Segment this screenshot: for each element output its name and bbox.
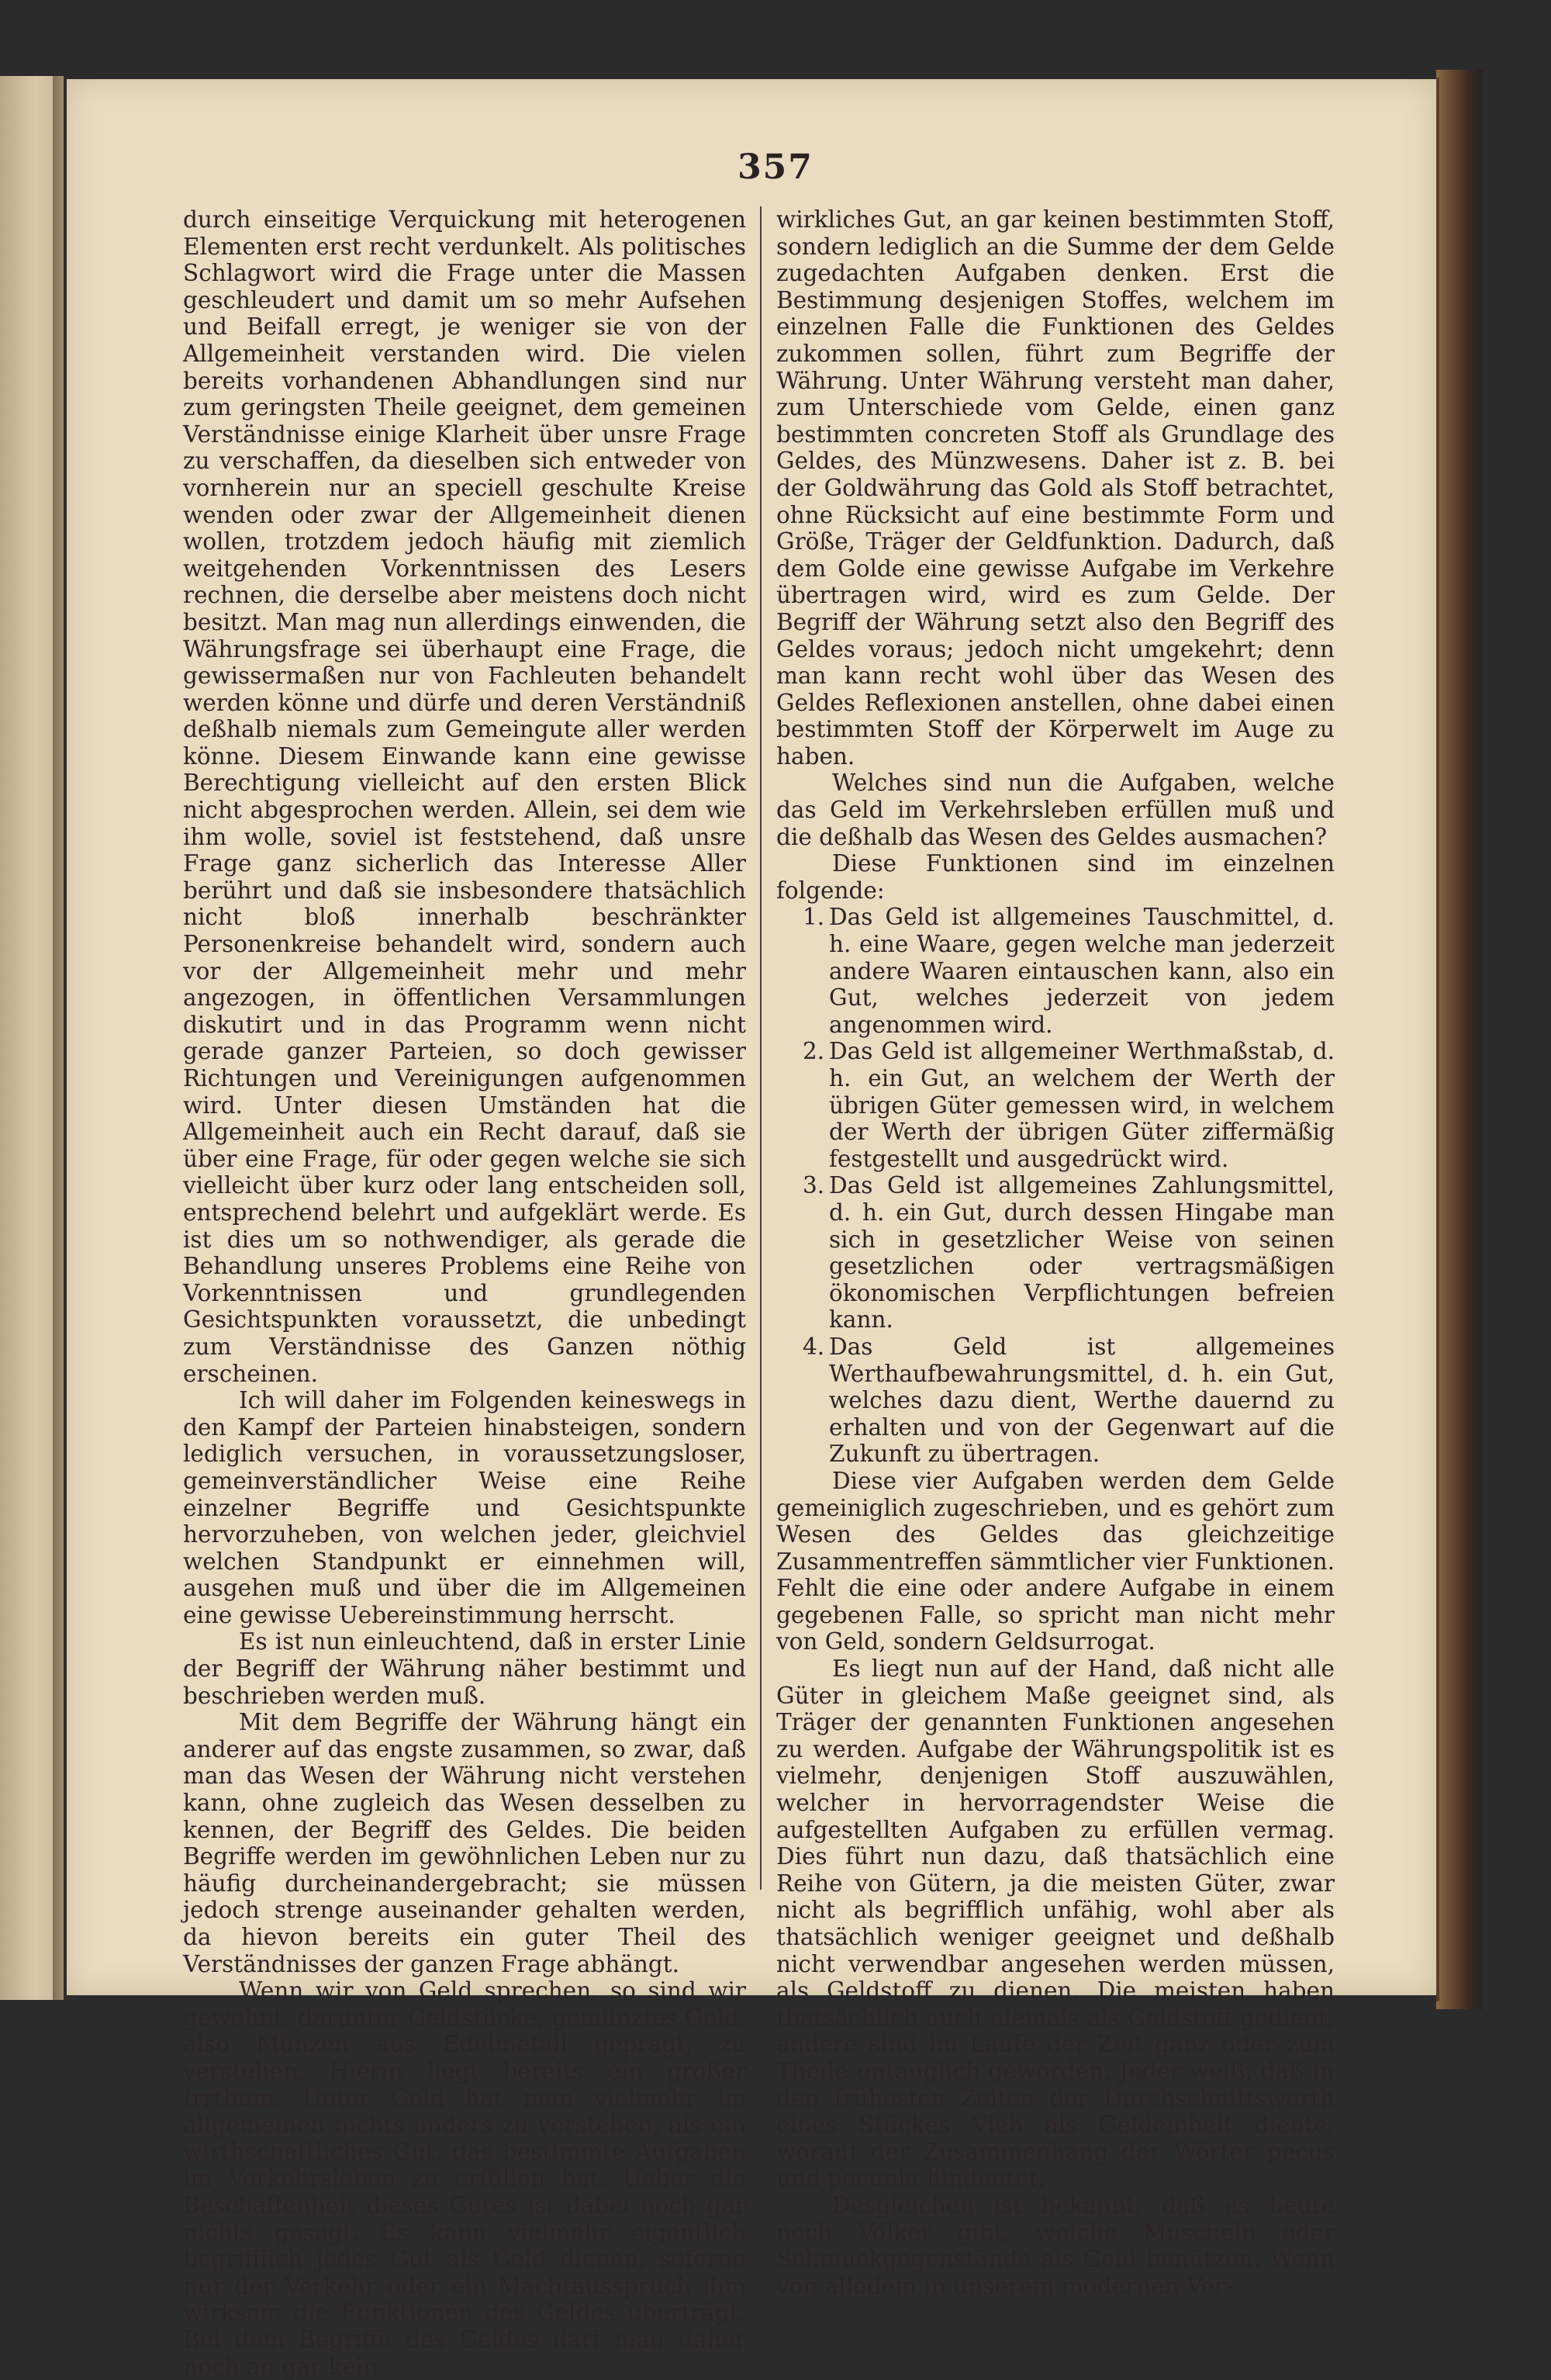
list-text: Das Geld ist allgemeiner Werthmaßstab, d. h. ein Gut, an welchem der Werth der übrigen Güter gemessen wird, in welchem der Werth der übrigen Güter ziffermäßig festgestellt und ausgedrückt wird. xyxy=(829,1038,1335,1172)
paragraph: durch einseitige Verquickung mit heterogenen Elementen erst recht verdunkelt. Als politisches Schlagwort wird die Frage unter die Massen geschleudert und damit um so mehr Aufsehen und Beifall erregt, je weniger sie von der Allgemeinheit verstanden wird. Die vielen bereits vorhandenen Abhandlungen sind nur zum geringsten Theile geeignet, dem gemeinen Verständnisse einige Klarheit über unsre Frage zu verschaffen, da dieselben sich entweder von vornherein nur an speciell geschulte Kreise wenden oder zwar der Allgemeinheit dienen wollen, trotzdem jedoch häufig mit ziemlich weitgehenden Vorkenntnissen des Lesers rechnen, die derselbe aber meistens doch nicht besitzt. Man mag nun allerdings einwenden, die Währungsfrage sei überhaupt eine Frage, die gewissermaßen nur von Fachleuten behandelt werden könne und dürfe und deren Verständniß deßhalb niemals zum Gemeingute aller werden könne. Diesem Einwande kann eine gewisse Berechtigung vielleicht auf den ersten Blick nicht abgesprochen werden. Allein, sei dem wie ihm wolle, soviel ist feststehend, daß unsre Frage ganz sicherlich das Interesse Aller berührt und daß sie insbesondere thatsächlich nicht bloß innerhalb beschränkter Personenkreise behandelt wird, sondern auch vor der Allgemeinheit mehr und mehr angezogen, in öffentlichen Versammlungen diskutirt und in das Programm wenn nicht gerade ganzer Parteien, so doch gewisser Richtungen und Vereinigungen aufgenommen wird. Unter diesen Umständen hat die Allgemeinheit auch ein Recht darauf, daß sie über eine Frage, für oder gegen welche sie sich vielleicht über kurz oder lang entscheiden soll, entsprechend belehrt und aufgeklärt werde. Es ist dies um so nothwendiger, als gerade die Behandlung unseres Problems eine Reihe von Vorkenntnissen und grundlegenden Gesichtspunkten voraussetzt, die unbedingt zum Verständnisse des Ganzen nöthig erscheinen. xyxy=(183,206,746,1387)
left-column xyxy=(183,206,746,2380)
page-number: 357 xyxy=(738,147,813,187)
paragraph: Welches sind nun die Aufgaben, welche das Geld im Verkehrsleben erfüllen muß und die deßhalb das Wesen des Geldes ausmachen? xyxy=(776,770,1335,850)
paragraph: Wenn wir von Geld sprechen, so sind wir gewohnt, darunter Geldstücke, gemünztes Geld, also Münzen aus Edelmetall geprägt, zu verstehen. Hierin liegt bereits ein großer Irrthum. Unter Geld hat man vielmehr im allgemeinen nichts anders zu verstehen, als ein wirthschaftliches Gut, das bestimmte Aufgaben im Verkehrsleben zu erfüllen hat. Ueber die Beschaffenheit dieses Gutes ist dabei noch gar nichts gesagt. Es kann vielmehr eigentlich begrifflich jedes Gut als Geld dienen, soferne nur der Verkehr oder ein Machtausspruch ihm wirksam die Funktionen des Geldes überträgt. Bei dem Begriffe des Geldes darf man daher noch an gar kein xyxy=(183,1977,746,2380)
list-text: Das Geld ist allgemeines Tauschmittel, d. h. eine Waare, gegen welche man jederzeit andere Waaren eintauschen kann, also ein Gut, welches jederzeit von jedem angenommen wird. xyxy=(829,904,1335,1038)
paragraph: Diese Funktionen sind im einzelnen folgende: xyxy=(776,850,1335,904)
list-item xyxy=(776,1038,1335,1172)
list-text: Das Geld ist allgemeines Werthaufbewahrungsmittel, d. h. ein Gut, welches dazu dient, Werthe dauernd zu erhalten und von der Gegenwart auf die Zukunft zu übertragen. xyxy=(829,1333,1335,1468)
list-text: Das Geld ist allgemeines Zahlungsmittel, d. h. ein Gut, durch dessen Hingabe man sich in gesetzlicher Weise von seinen gesetzlichen oder vertragsmäßigen ökonomischen Verpflichtungen befreien kann. xyxy=(829,1172,1335,1334)
list-item xyxy=(776,904,1335,1038)
list-item xyxy=(776,1172,1335,1334)
paragraph: wirkliches Gut, an gar keinen bestimmten Stoff, sondern lediglich an die Summe der dem Gelde zugedachten Aufgaben denken. Erst die Bestimmung desjenigen Stoffes, welchem im einzelnen Falle die Funktionen des Geldes zukommen sollen, führt zum Begriffe der Währung. Unter Währung versteht man daher, zum Unterschiede vom Gelde, einen ganz bestimmten concreten Stoff als Grundlage des Geldes, des Münzwesens. Daher ist z. B. bei der Goldwährung das Gold als Stoff betrachtet, ohne Rücksicht auf eine bestimmte Form und Größe, Träger der Geldfunktion. Dadurch, daß dem Golde eine gewisse Aufgabe im Verkehre übertragen wird, wird es zum Gelde. Der Begriff der Währung setzt also den Begriff des Geldes voraus; jedoch nicht umgekehrt; denn man kann recht wohl über das Wesen des Geldes Reflexionen anstellen, ohne dabei einen bestimmten Stoff der Körperwelt im Auge zu haben. xyxy=(776,206,1335,770)
paragraph: Mit dem Begriffe der Währung hängt ein anderer auf das engste zusammen, so zwar, daß man das Wesen der Währung nicht verstehen kann, ohne zugleich das Wesen desselben zu kennen, der Begriff des Geldes. Die beiden Begriffe werden im gewöhnlichen Leben nur zu häufig durcheinandergebracht; sie müssen jedoch strenge auseinander gehalten werden, da hievon bereits ein guter Theil des Verständnisses der ganzen Frage abhängt. xyxy=(183,1709,746,1977)
book-cover-edge xyxy=(1436,70,1483,2009)
page-edge-line xyxy=(1436,78,1439,2001)
paragraph: Ich will daher im Folgenden keineswegs in den Kampf der Parteien hinabsteigen, sondern lediglich versuchen, in voraussetzungsloser, gemeinverständlicher Weise eine Reihe einzelner Begriffe und Gesichtspunkte hervorzuheben, von welchen jeder, gleichviel welchen Standpunkt er einnehmen will, ausgehen muß und über die im Allgemeinen eine gewisse Uebereinstimmung herrscht. xyxy=(183,1387,746,1628)
paragraph: Desgleichen ist bekannt, daß es heute noch Völker gibt, welche Muscheln oder Schmuckgegenstände als Geld benützen. Wenn von alledem in unserem modernen Ver- xyxy=(776,2191,1335,2299)
list-number: 1. xyxy=(803,904,825,931)
list-number: 2. xyxy=(803,1038,825,1065)
paragraph: Es liegt nun auf der Hand, daß nicht alle Güter in gleichem Maße geeignet sind, als Träger der genannten Funktionen angesehen zu werden. Aufgabe der Währungspolitik ist es vielmehr, denjenigen Stoff auszuwählen, welcher in hervorragendster Weise die aufgestellten Aufgaben zu erfüllen vermag. Dies führt nun dazu, daß thatsächlich eine Reihe von Gütern, ja die meisten Güter, zwar nicht als begrifflich unfähig, wohl aber als thatsächlich weniger geeignet und deßhalb nicht verwendbar angesehen werden müssen, als Geldstoff zu dienen. Die meisten haben thatsächlich auch niemals als Geldstoff gedient, andere sind im Laufe der Zeit ganz oder zum Theile untauglich geworden. Jeder weiß, daß in den frühesten Zeiten der Durchschnittswerth eines Stückes Vieh als Geldeinheit diente, worauf der Zusammenhang der Wörter pecus und pecunia hindeutet. xyxy=(776,1655,1335,2192)
list-number: 3. xyxy=(803,1172,825,1199)
paragraph: Diese vier Aufgaben werden dem Gelde gemeiniglich zugeschrieben, und es gehört zum Wesen des Geldes das gleichzeitige Zusammentreffen sämmtlicher vier Funktionen. Fehlt die eine oder andere Aufgabe in einem gegebenen Falle, so spricht man nicht mehr von Geld, sondern Geldsurrogat. xyxy=(776,1467,1335,1655)
paragraph: Es ist nun einleuchtend, daß in erster Linie der Begriff der Währung näher bestimmt und beschrieben werden muß. xyxy=(183,1628,746,1709)
column-divider xyxy=(760,206,762,1890)
list-item xyxy=(776,1334,1335,1468)
list-number: 4. xyxy=(803,1333,825,1360)
right-column xyxy=(776,206,1335,2299)
